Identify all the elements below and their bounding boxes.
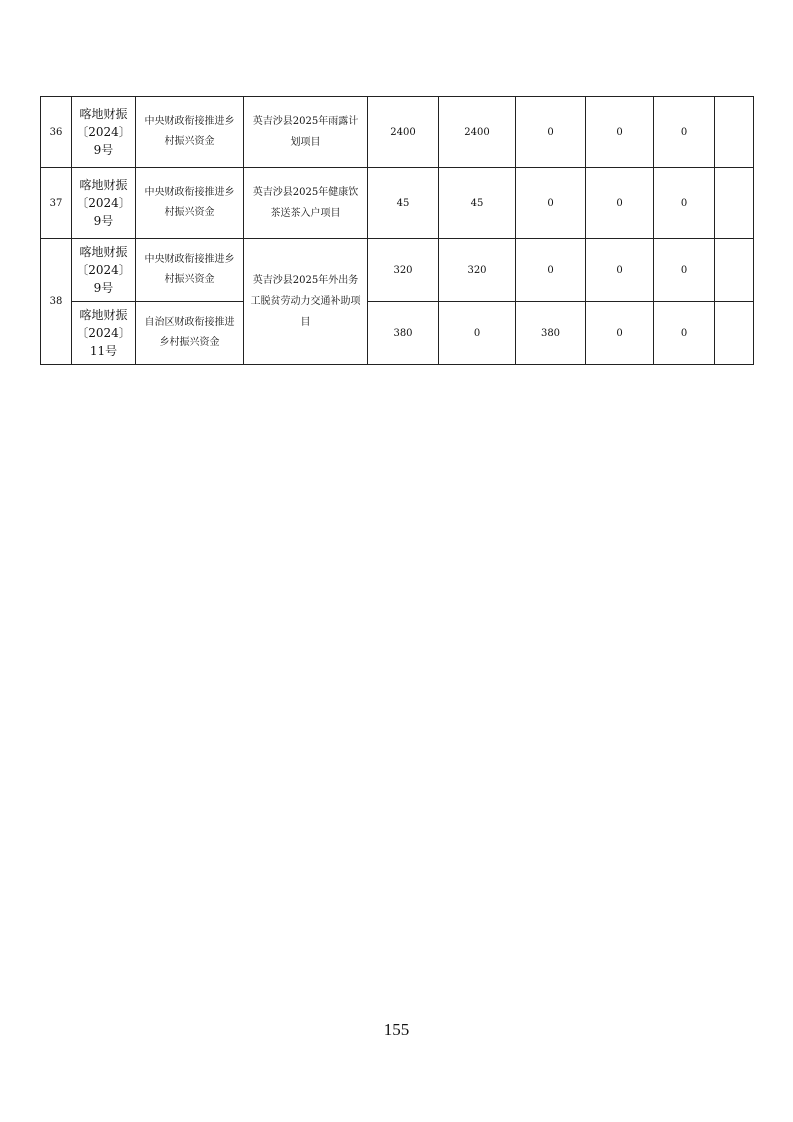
amount-cell: 0 <box>654 302 715 365</box>
remark-cell <box>715 302 754 365</box>
document-number: 喀地财振〔2024〕9号 <box>72 168 136 239</box>
document-number: 喀地财振〔2024〕11号 <box>72 302 136 365</box>
row-number: 37 <box>41 168 72 239</box>
table-row <box>41 97 754 168</box>
remark-cell <box>715 239 754 302</box>
page-number: 155 <box>383 1020 410 1039</box>
project-name: 英吉沙县2025年外出务工脱贫劳动力交通补助项目 <box>244 239 368 365</box>
amount-cell: 320 <box>368 239 439 302</box>
fund-source: 自治区财政衔接推进乡村振兴资金 <box>136 302 244 365</box>
amount-cell: 45 <box>368 168 439 239</box>
fund-source: 中央财政衔接推进乡村振兴资金 <box>136 168 244 239</box>
amount-cell: 0 <box>586 239 654 302</box>
table-row <box>41 302 754 365</box>
fund-source: 中央财政衔接推进乡村振兴资金 <box>136 239 244 302</box>
document-number: 喀地财振〔2024〕9号 <box>72 97 136 168</box>
project-name: 英吉沙县2025年雨露计划项目 <box>244 97 368 168</box>
document-number: 喀地财振〔2024〕9号 <box>72 239 136 302</box>
amount-cell: 0 <box>654 168 715 239</box>
amount-cell: 0 <box>516 168 586 239</box>
amount-cell: 0 <box>516 239 586 302</box>
amount-cell: 45 <box>439 168 516 239</box>
amount-cell: 0 <box>439 302 516 365</box>
amount-cell: 0 <box>586 168 654 239</box>
fund-allocation-table <box>40 96 754 365</box>
amount-cell: 0 <box>586 302 654 365</box>
amount-cell: 380 <box>368 302 439 365</box>
row-number: 36 <box>41 97 72 168</box>
table-row <box>41 168 754 239</box>
amount-cell: 0 <box>654 97 715 168</box>
amount-cell: 0 <box>586 97 654 168</box>
amount-cell: 0 <box>654 239 715 302</box>
remark-cell <box>715 168 754 239</box>
amount-cell: 380 <box>516 302 586 365</box>
row-number: 38 <box>41 239 72 365</box>
fund-source: 中央财政衔接推进乡村振兴资金 <box>136 97 244 168</box>
amount-cell: 2400 <box>439 97 516 168</box>
amount-cell: 0 <box>516 97 586 168</box>
project-name: 英吉沙县2025年健康饮茶送茶入户项目 <box>244 168 368 239</box>
amount-cell: 320 <box>439 239 516 302</box>
remark-cell <box>715 97 754 168</box>
table-row <box>41 239 754 302</box>
amount-cell: 2400 <box>368 97 439 168</box>
